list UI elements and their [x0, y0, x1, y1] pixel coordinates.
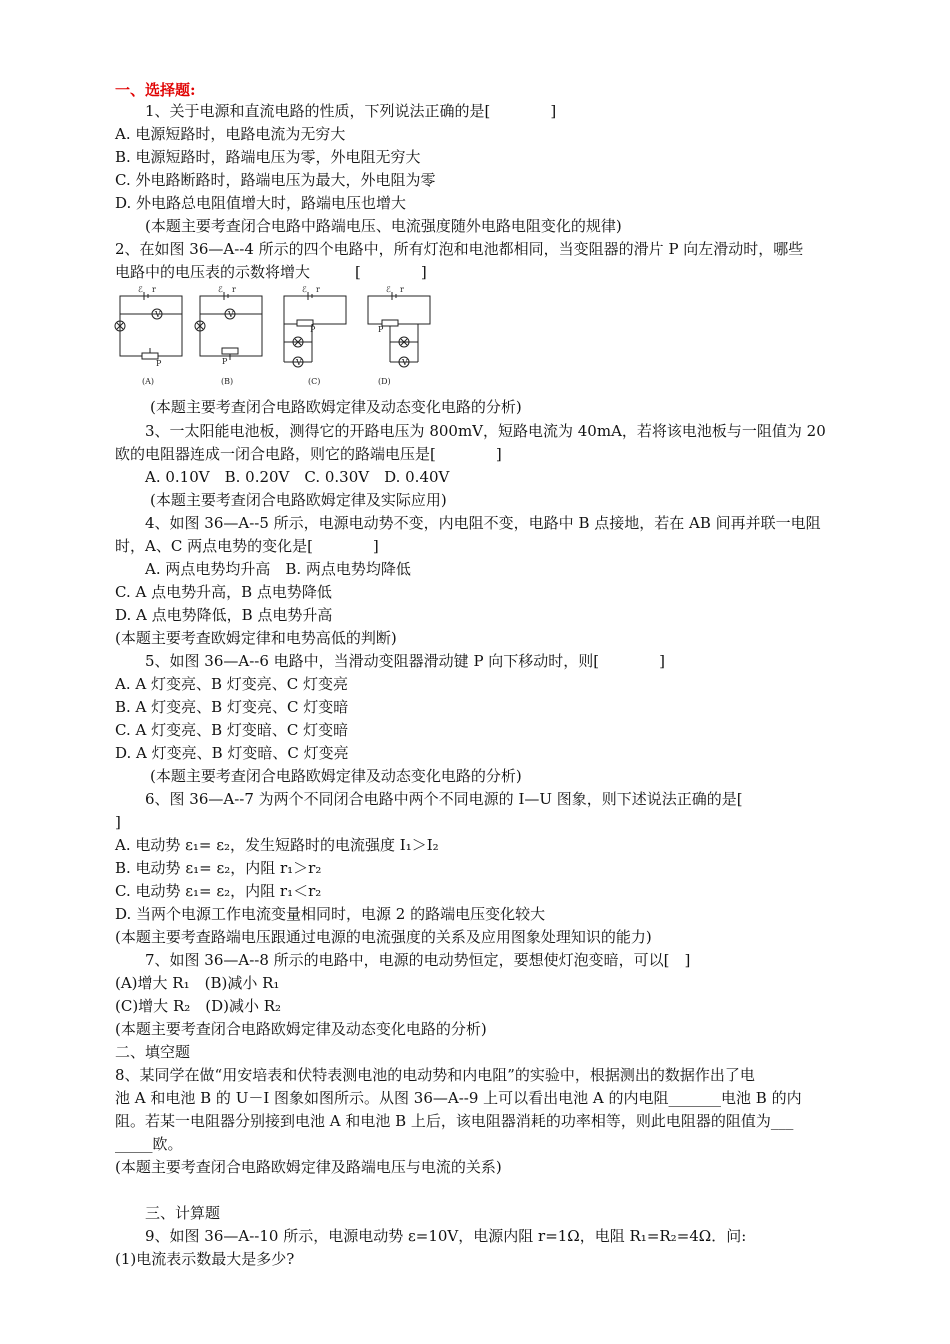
q1-option-c: C. 外电路断路时，路端电压为最大，外电阻为零 — [115, 171, 436, 189]
q4-option-c: C. A 点电势升高，B 点电势降低 — [115, 583, 332, 601]
q6-option-b: B. 电动势 ε₁= ε₂，内阻 r₁＞r₂ — [115, 859, 322, 877]
q8-line2: 池 A 和电池 B 的 U－I 图象如图所示。从图 36—A--9 上可以看出电池 A 的内电阻_______电池 B 的内 — [115, 1089, 802, 1107]
q4-stem-line2: 时，A、C 两点电势的变化是[ ] — [115, 537, 379, 555]
slider-label-b: P — [222, 357, 228, 366]
q4-options-ab: A. 两点电势均升高 B. 两点电势均降低 — [145, 560, 411, 578]
q3-stem-line2: 欧的电阻器连成一闭合电路，则它的路端电压是[ ] — [115, 445, 502, 463]
q5-note: (本题主要考查闭合电路欧姆定律及动态变化电路的分析) — [150, 767, 522, 785]
r-label-a: r — [152, 285, 156, 294]
q8-line4: _____欧。 — [115, 1135, 183, 1153]
q1-stem: 1、关于电源和直流电路的性质，下列说法正确的是[ ] — [145, 102, 557, 120]
r-label-c: r — [316, 285, 320, 294]
emf-label-d: ℰ — [386, 285, 391, 294]
fig-label-a: (A) — [142, 377, 155, 386]
q1-option-d: D. 外电路总电阻值增大时，路端电压也增大 — [115, 194, 407, 212]
q6-option-d: D. 当两个电源工作电流变量相同时，电源 2 的路端电压变化较大 — [115, 905, 546, 923]
q7-options-ab: (A)增大 R₁ (B)减小 R₁ — [115, 974, 280, 992]
voltmeter-label-d: V — [402, 358, 408, 367]
emf-label-a: ℰ — [138, 285, 143, 294]
emf-label-c: ℰ — [302, 285, 307, 294]
q2-note: (本题主要考查闭合电路欧姆定律及动态变化电路的分析) — [150, 398, 522, 416]
section-heading-calc: 三、计算题 — [145, 1204, 221, 1222]
q6-stem-line1: 6、图 36—A--7 为两个不同闭合电路中两个不同电源的 I—U 图象，则下述说法正确的是[ — [145, 790, 743, 808]
q4-option-d: D. A 点电势降低，B 点电势升高 — [115, 606, 333, 624]
q8-line3: 阻。若某一电阻器分别接到电池 A 和电池 B 上后，该电阻器消耗的功率相等，则此电阻器的阻值为___ — [115, 1112, 794, 1130]
q1-option-b: B. 电源短路时，路端电压为零，外电阻无穷大 — [115, 148, 421, 166]
q5-option-c: C. A 灯变亮、B 灯变暗、C 灯变暗 — [115, 721, 349, 739]
emf-label-b: ℰ — [218, 285, 223, 294]
fig-label-c: (C) — [308, 377, 321, 386]
section-heading-fill: 二、填空题 — [115, 1043, 191, 1061]
voltmeter-label-c: V — [296, 358, 302, 367]
q2-stem-line1: 2、在如图 36—A--4 所示的四个电路中，所有灯泡和电池都相同，当变阻器的滑片 P 向左滑动时，哪些 — [115, 240, 804, 258]
q3-stem-line1: 3、一太阳能电池板，测得它的开路电压为 800mV，短路电流为 40mA，若将该电池板与一阻值为 20 — [145, 422, 826, 440]
q7-stem: 7、如图 36—A--8 所示的电路中，电源的电动势恒定，要想使灯泡变暗，可以[ ] — [145, 951, 691, 969]
q6-option-a: A. 电动势 ε₁= ε₂，发生短路时的电流强度 I₁＞I₂ — [115, 836, 439, 854]
q6-option-c: C. 电动势 ε₁= ε₂，内阻 r₁＜r₂ — [115, 882, 322, 900]
voltmeter-label-a: V — [155, 310, 161, 319]
q9-sub1: (1)电流表示数最大是多少? — [115, 1250, 295, 1268]
circuit-a — [115, 292, 182, 359]
r-label-b: r — [232, 285, 236, 294]
q6-note: (本题主要考查路端电压跟通过电源的电流强度的关系及应用图象处理知识的能力) — [115, 928, 652, 946]
circuit-b — [195, 292, 262, 360]
voltmeter-label-b: V — [228, 310, 234, 319]
circuit-diagrams — [112, 282, 462, 390]
q7-note: (本题主要考查闭合电路欧姆定律及动态变化电路的分析) — [115, 1020, 487, 1038]
q7-options-cd: (C)增大 R₂ (D)减小 R₂ — [115, 997, 282, 1015]
q5-option-d: D. A 灯变亮、B 灯变暗、C 灯变亮 — [115, 744, 349, 762]
q2-circuit-figures — [112, 282, 462, 390]
q8-line1: 8、某同学在做“用安培表和伏特表测电池的电动势和内电阻”的实验中，根据测出的数据作出了电 — [115, 1066, 755, 1084]
q1-option-a: A. 电源短路时，电路电流为无穷大 — [115, 125, 346, 143]
q6-stem-line2: ] — [115, 813, 121, 831]
q1-note: (本题主要考查闭合电路中路端电压、电流强度随外电路电阻变化的规律) — [145, 217, 622, 235]
q5-option-a: A. A 灯变亮、B 灯变亮、C 灯变亮 — [115, 675, 349, 693]
q4-note: (本题主要考查欧姆定律和电势高低的判断) — [115, 629, 397, 647]
q2-stem-line2: 电路中的电压表的示数将增大 [ ] — [115, 263, 427, 281]
slider-label-d: P — [378, 325, 384, 334]
q9-stem: 9、如图 36—A--10 所示，电源电动势 ε=10V，电源内阻 r=1Ω，电阻 R₁=R₂=4Ω．问: — [145, 1227, 747, 1245]
section-heading-choice: 一、选择题: — [115, 81, 196, 99]
q4-stem-line1: 4、如图 36—A--5 所示，电源电动势不变，内电阻不变，电路中 B 点接地，若在 AB 间再并联一电阻 — [145, 514, 821, 532]
slider-label-a: P — [156, 359, 162, 368]
q5-stem: 5、如图 36—A--6 电路中，当滑动变阻器滑动键 P 向下移动时，则[ ] — [145, 652, 666, 670]
fig-label-d: (D) — [378, 377, 391, 386]
q5-option-b: B. A 灯变亮、B 灯变亮、C 灯变暗 — [115, 698, 349, 716]
q3-note: (本题主要考查闭合电路欧姆定律及实际应用) — [150, 491, 447, 509]
slider-label-c: P — [310, 325, 316, 334]
r-label-d: r — [400, 285, 404, 294]
fig-label-b: (B) — [221, 377, 234, 386]
q8-note: (本题主要考查闭合电路欧姆定律及路端电压与电流的关系) — [115, 1158, 502, 1176]
q3-options: A. 0.10V B. 0.20V C. 0.30V D. 0.40V — [145, 468, 450, 486]
